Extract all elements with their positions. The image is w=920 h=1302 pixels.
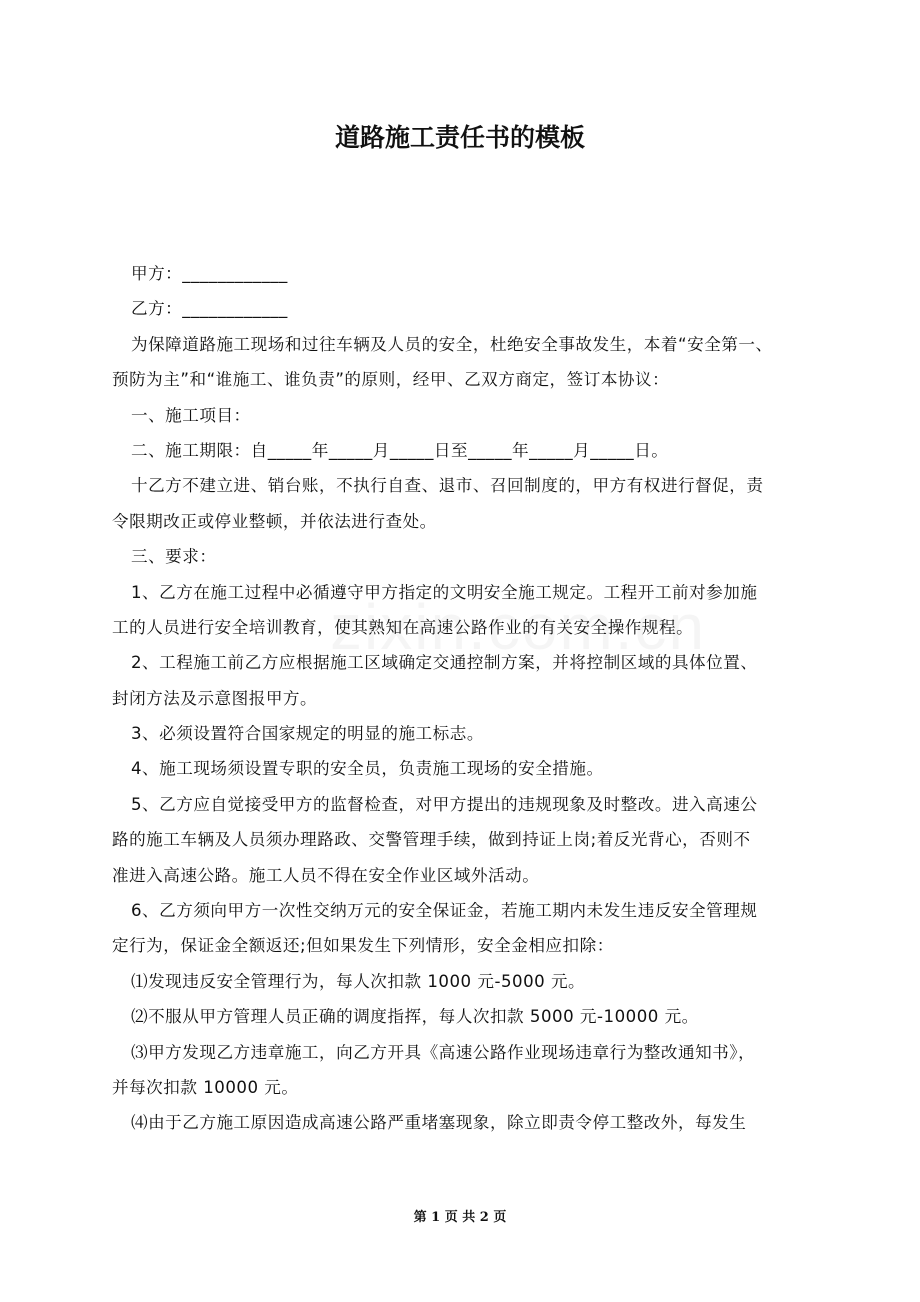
text-line: 甲方：____________	[131, 264, 288, 283]
text-line: 3、必须设置符合国家规定的明显的施工标志。	[131, 724, 484, 744]
text-line: 十乙方不建立进、销台账，不执行自查、退市、召回制度的，甲方有权进行督促，责	[131, 476, 764, 496]
text-line: 准进入高速公路。施工人员不得在安全作业区域外活动。	[112, 865, 540, 885]
text-line: ⑴发现违反安全管理行为，每人次扣款 1000 元-5000 元。	[131, 971, 586, 991]
text-line: ⑵不服从甲方管理人员正确的调度指挥，每人次扣款 5000 元-10000 元。	[131, 1007, 699, 1027]
text-line: 一、施工项目：	[131, 405, 251, 425]
text-line: 2、工程施工前乙方应根据施工区域确定交通控制方案，并将控制区域的具体位置、	[131, 653, 758, 673]
text-line: 乙方：____________	[131, 299, 288, 319]
text-line: 工的人员进行安全培训教育，使其熟知在高速公路作业的有关安全操作规程。	[112, 617, 694, 637]
text-line: 并每次扣款 10000 元。	[112, 1077, 299, 1097]
document-title: 道路施工责任书的模板	[334, 123, 585, 152]
text-line: 1、乙方在施工过程中必循遵守甲方指定的文明安全施工规定。工程开工前对参加施	[131, 582, 758, 602]
text-line: 为保障道路施工现场和过往车辆及人员的安全，杜绝安全事故发生，本着“安全第一、	[131, 334, 773, 354]
text-line: 5、乙方应自觉接受甲方的监督检查，对甲方提出的违规现象及时整改。进入高速公	[131, 794, 758, 814]
text-line: 路的施工车辆及人员须办理路政、交警管理手续，做到持证上岗;着反光背心，否则不	[112, 830, 751, 850]
text-line: 二、施工期限：自_____年_____月_____日至_____年_____月_____日。	[131, 440, 669, 460]
page-footer: 第 1 页 共 2 页	[413, 1210, 507, 1225]
text-line: 令限期改正或停业整顿，并依法进行查处。	[112, 511, 437, 531]
text-line: ⑷由于乙方施工原因造成高速公路严重堵塞现象，除立即责令停工整改外，每发生	[131, 1113, 747, 1133]
text-line: ⑶甲方发现乙方违章施工，向乙方开具《高速公路作业现场违章行为整改通知书》，	[131, 1042, 756, 1062]
text-line: 6、乙方须向甲方一次性交纳万元的安全保证金，若施工期内未发生违反安全管理规	[131, 901, 758, 921]
text-line: 定行为，保证金全额返还;但如果发生下列情形，安全金相应扣除：	[112, 936, 614, 956]
text-line: 4、施工现场须设置专职的安全员，负责施工现场的安全措施。	[131, 759, 604, 779]
text-line: 预防为主”和“谁施工、谁负责”的原则，经甲、乙双方商定，签订本协议：	[112, 370, 670, 390]
document-body	[112, 256, 812, 1141]
text-line: 三、要求：	[131, 547, 217, 567]
text-line: 封闭方法及示意图报甲方。	[112, 688, 318, 708]
